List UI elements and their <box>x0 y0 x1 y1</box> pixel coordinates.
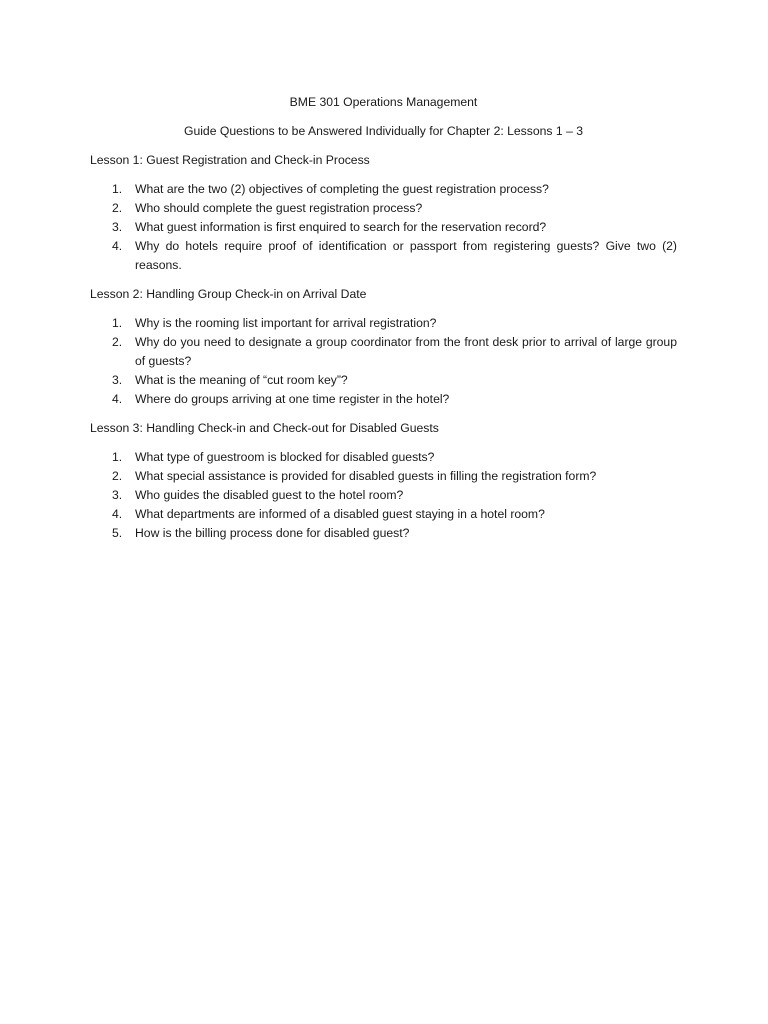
list-item <box>90 467 677 486</box>
question-text: Who should complete the guest registration process? <box>135 201 423 215</box>
list-item <box>90 199 677 218</box>
item-number: 1. <box>112 316 123 330</box>
question-text: Why do hotels require proof of identification or passport from registering guests? Give two (2) reasons. <box>135 239 677 272</box>
item-number: 1. <box>112 182 123 196</box>
item-number: 4. <box>112 507 123 521</box>
list-item <box>90 218 677 237</box>
item-number: 4. <box>112 392 123 406</box>
lesson-1-heading: Lesson 1: Guest Registration and Check-in Process <box>90 153 370 167</box>
item-number: 3. <box>112 373 123 387</box>
list-item <box>90 448 677 467</box>
list-item <box>90 486 677 505</box>
question-text: Why do you need to designate a group coordinator from the front desk prior to arrival of large group of guests? <box>135 335 677 368</box>
item-number: 2. <box>112 469 123 483</box>
question-text: What are the two (2) objectives of completing the guest registration process? <box>135 182 549 196</box>
list-item <box>90 505 677 524</box>
question-text: What departments are informed of a disabled guest staying in a hotel room? <box>135 507 545 521</box>
item-number: 4. <box>112 239 123 253</box>
list-item <box>90 371 677 390</box>
lesson-3-heading: Lesson 3: Handling Check-in and Check-out for Disabled Guests <box>90 421 439 435</box>
list-item <box>90 524 677 543</box>
question-text: How is the billing process done for disabled guest? <box>135 526 410 540</box>
question-text: What guest information is first enquired to search for the reservation record? <box>135 220 547 234</box>
document-subtitle: Guide Questions to be Answered Individually for Chapter 2: Lessons 1 – 3 <box>183 124 584 138</box>
item-number: 3. <box>112 220 123 234</box>
item-number: 3. <box>112 488 123 502</box>
item-number: 2. <box>112 201 123 215</box>
list-item <box>90 180 677 199</box>
question-text: What type of guestroom is blocked for disabled guests? <box>135 450 435 464</box>
document-title: BME 301 Operations Management <box>289 95 478 109</box>
item-number: 5. <box>112 526 123 540</box>
lesson-2-heading: Lesson 2: Handling Group Check-in on Arrival Date <box>90 287 367 301</box>
lesson-2-questions <box>90 314 677 409</box>
list-item <box>90 333 677 371</box>
question-text: Who guides the disabled guest to the hotel room? <box>135 488 404 502</box>
document-body <box>90 93 677 553</box>
question-text: Where do groups arriving at one time register in the hotel? <box>135 392 450 406</box>
lesson-1-questions <box>90 180 677 275</box>
lesson-3-questions <box>90 448 677 543</box>
question-text: What is the meaning of “cut room key”? <box>135 373 348 387</box>
question-text: What special assistance is provided for disabled guests in filling the registration form? <box>135 469 597 483</box>
list-item <box>90 390 677 409</box>
list-item <box>90 314 677 333</box>
list-item <box>90 237 677 275</box>
item-number: 2. <box>112 335 123 349</box>
question-text: Why is the rooming list important for arrival registration? <box>135 316 437 330</box>
item-number: 1. <box>112 450 123 464</box>
